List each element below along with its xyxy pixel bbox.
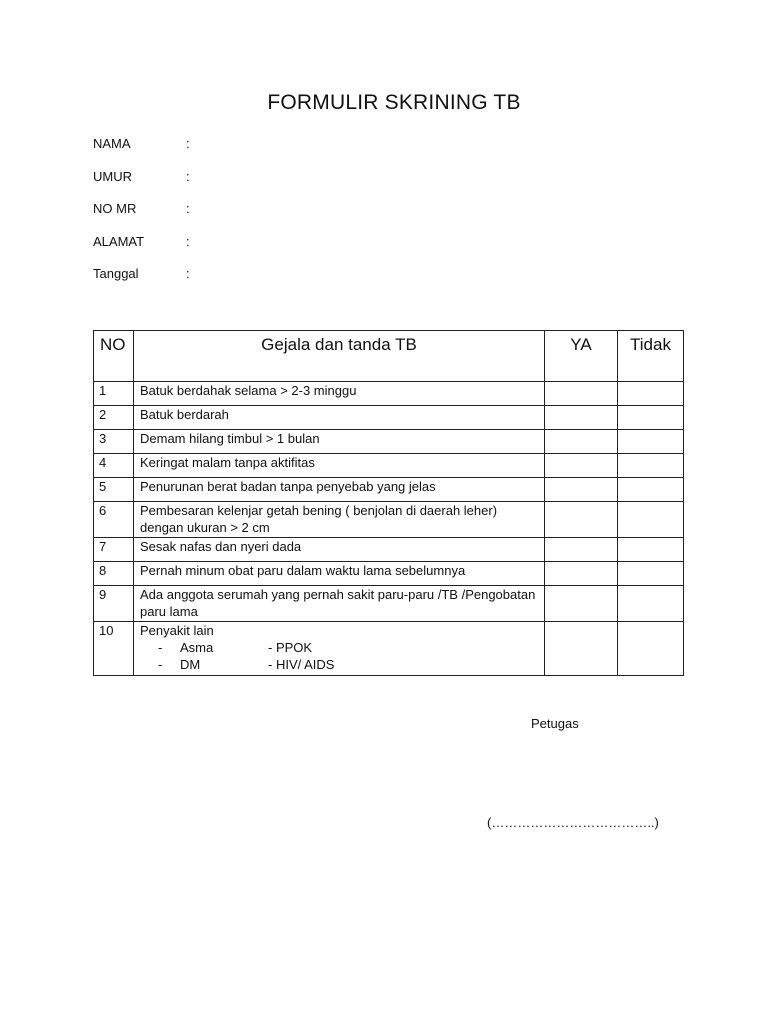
row-symptom: Sesak nafas dan nyeri dada bbox=[134, 538, 545, 562]
sub-item-b: - HIV/ AIDS bbox=[268, 657, 335, 672]
row-symptom: Pernah minum obat paru dalam waktu lama sebelumnya bbox=[134, 562, 545, 586]
signature-line: (………………………………..) bbox=[487, 815, 659, 830]
table-row bbox=[94, 502, 684, 538]
field-alamat bbox=[93, 234, 190, 249]
tidak-cell[interactable] bbox=[618, 502, 684, 538]
row-symptom: Penurunan berat badan tanpa penyebab yang jelas bbox=[134, 478, 545, 502]
field-colon: : bbox=[186, 169, 190, 184]
field-no-mr bbox=[93, 201, 190, 216]
header-tidak: Tidak bbox=[618, 331, 684, 382]
sub-item-asma bbox=[158, 639, 538, 656]
field-colon: : bbox=[186, 234, 190, 249]
row-symptom: Pembesaran kelenjar getah bening ( benjolan di daerah leher) dengan ukuran > 2 cm bbox=[134, 502, 545, 538]
ya-cell[interactable] bbox=[545, 382, 618, 406]
field-tanggal bbox=[93, 266, 190, 281]
table-row bbox=[94, 454, 684, 478]
row-no: 2 bbox=[94, 406, 134, 430]
tidak-cell[interactable] bbox=[618, 478, 684, 502]
row-no: 8 bbox=[94, 562, 134, 586]
field-colon: : bbox=[186, 136, 190, 151]
field-label: Tanggal bbox=[93, 266, 139, 281]
tidak-cell[interactable] bbox=[618, 586, 684, 622]
sub-item-b: - PPOK bbox=[268, 640, 313, 655]
field-colon: : bbox=[186, 266, 190, 281]
tidak-cell[interactable] bbox=[618, 382, 684, 406]
row-no: 6 bbox=[94, 502, 134, 538]
ya-cell[interactable] bbox=[545, 622, 618, 676]
row-symptom-other bbox=[134, 622, 545, 676]
row-symptom: Batuk berdarah bbox=[134, 406, 545, 430]
tidak-cell[interactable] bbox=[618, 430, 684, 454]
row-no: 3 bbox=[94, 430, 134, 454]
sub-item-dash: - bbox=[158, 657, 163, 672]
row-no: 10 bbox=[94, 622, 134, 676]
row-symptom: Keringat malam tanpa aktifitas bbox=[134, 454, 545, 478]
header-ya: YA bbox=[545, 331, 618, 382]
sub-item-a: DM bbox=[180, 657, 201, 672]
tidak-cell[interactable] bbox=[618, 406, 684, 430]
table-row bbox=[94, 586, 684, 622]
tidak-cell[interactable] bbox=[618, 562, 684, 586]
table-row bbox=[94, 538, 684, 562]
field-nama bbox=[93, 136, 190, 151]
field-umur bbox=[93, 169, 190, 184]
ya-cell[interactable] bbox=[545, 586, 618, 622]
row-symptom: Ada anggota serumah yang pernah sakit paru-paru /TB /Pengobatan paru lama bbox=[134, 586, 545, 622]
screening-table bbox=[93, 330, 684, 676]
header-no: NO bbox=[94, 331, 134, 382]
sub-item-dm bbox=[158, 656, 538, 673]
petugas-label: Petugas bbox=[531, 716, 579, 731]
field-label: NAMA bbox=[93, 136, 131, 151]
field-label: ALAMAT bbox=[93, 234, 145, 249]
table-row bbox=[94, 430, 684, 454]
sub-item-a: Asma bbox=[180, 640, 214, 655]
ya-cell[interactable] bbox=[545, 562, 618, 586]
ya-cell[interactable] bbox=[545, 502, 618, 538]
row-no: 7 bbox=[94, 538, 134, 562]
tidak-cell[interactable] bbox=[618, 622, 684, 676]
row-no: 5 bbox=[94, 478, 134, 502]
form-title: FORMULIR SKRINING TB bbox=[267, 91, 521, 114]
table-row bbox=[94, 406, 684, 430]
sub-item-dash: - bbox=[158, 640, 163, 655]
row-no: 9 bbox=[94, 586, 134, 622]
ya-cell[interactable] bbox=[545, 430, 618, 454]
tidak-cell[interactable] bbox=[618, 454, 684, 478]
row-no: 4 bbox=[94, 454, 134, 478]
ya-cell[interactable] bbox=[545, 538, 618, 562]
tidak-cell[interactable] bbox=[618, 538, 684, 562]
table-row bbox=[94, 622, 684, 676]
ya-cell[interactable] bbox=[545, 478, 618, 502]
table-row bbox=[94, 382, 684, 406]
table-row bbox=[94, 478, 684, 502]
table-header-row bbox=[94, 331, 684, 382]
field-label: UMUR bbox=[93, 169, 132, 184]
field-label: NO MR bbox=[93, 201, 137, 216]
row-no: 1 bbox=[94, 382, 134, 406]
table-row bbox=[94, 562, 684, 586]
row-symptom: Demam hilang timbul > 1 bulan bbox=[134, 430, 545, 454]
header-gejala: Gejala dan tanda TB bbox=[134, 331, 545, 382]
field-colon: : bbox=[186, 201, 190, 216]
ya-cell[interactable] bbox=[545, 406, 618, 430]
row-symptom: Penyakit lain bbox=[140, 623, 214, 638]
row-symptom: Batuk berdahak selama > 2-3 minggu bbox=[134, 382, 545, 406]
ya-cell[interactable] bbox=[545, 454, 618, 478]
